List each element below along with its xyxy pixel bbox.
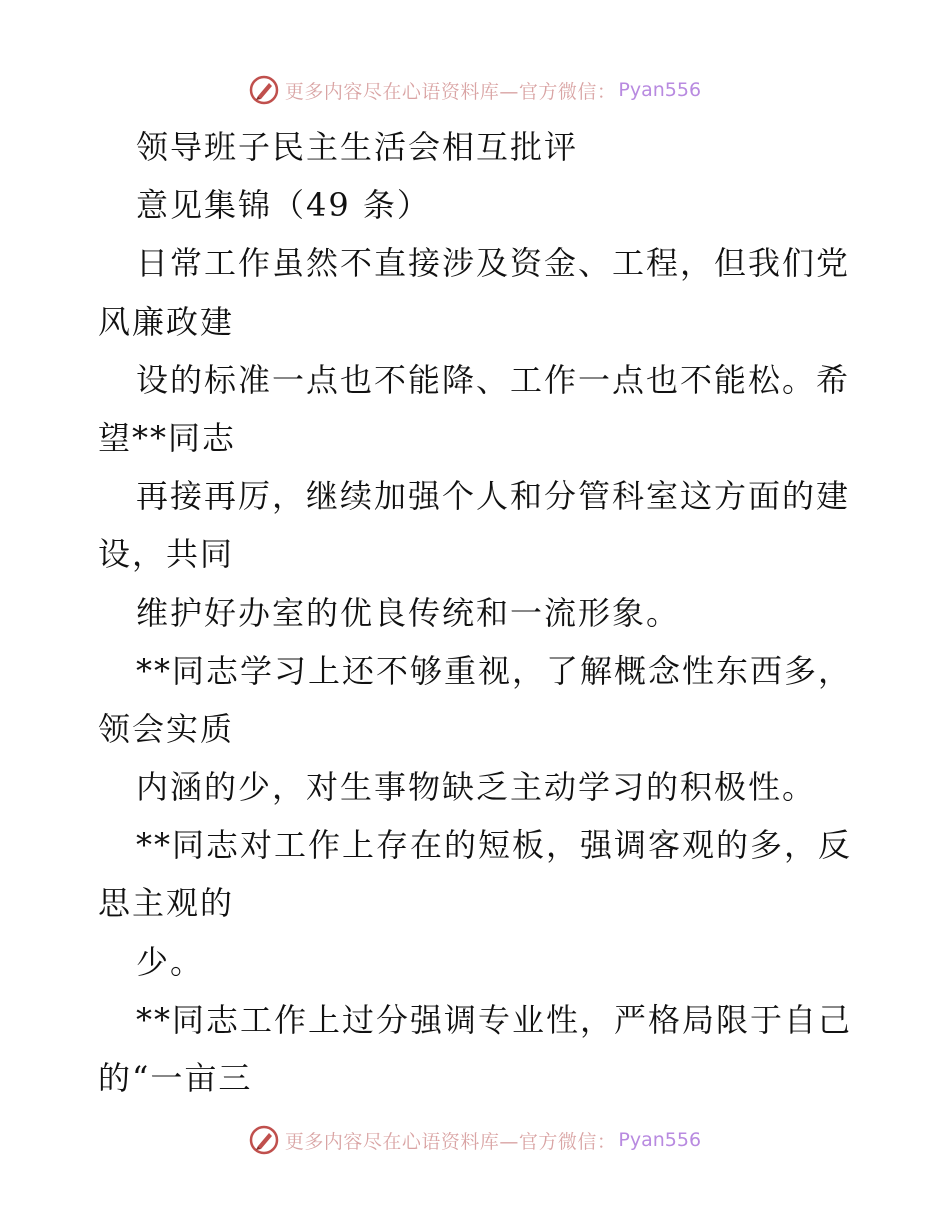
watermark-wechat-id: Pyan556 [618, 79, 702, 101]
text-line: 再接再厉，继续加强个人和分管科室这方面的建 [136, 477, 851, 516]
text-line: 内涵的少，对生事物缺乏主动学习的积极性。 [136, 768, 817, 807]
text-line: 设的标准一点也不能降、工作一点也不能松。希 [136, 360, 851, 399]
text-line: 日常工作虽然不直接涉及资金、工程，但我们党 [136, 244, 851, 283]
text-line: 风廉政建 [98, 302, 235, 341]
text-line: **同志学习上还不够重视，了解概念性东西多， [136, 651, 853, 690]
text-line: 意见集锦（49 条） [136, 186, 431, 225]
pen-logo-icon [249, 1125, 279, 1155]
watermark-text: 更多内容尽在心语资料库—官方微信： [284, 80, 617, 103]
text-line: 维护好办室的优良传统和一流形象。 [136, 593, 681, 632]
text-line: **同志工作上过分强调专业性，严格局限于自己 [136, 1000, 853, 1039]
text-line: 的“一亩三 [98, 1059, 253, 1097]
text-line: **同志对工作上存在的短板，强调客观的多，反 [136, 826, 853, 865]
text-line: 望**同志 [98, 418, 237, 457]
watermark-text: 更多内容尽在心语资料库—官方微信： [284, 1130, 617, 1153]
footer-watermark [0, 1120, 950, 1160]
text-line: 思主观的 [98, 884, 235, 923]
text-line: 设，共同 [98, 535, 235, 574]
pen-logo-icon [249, 75, 279, 105]
text-line: 领导班子民主生活会相互批评 [136, 128, 579, 166]
text-line: 领会实质 [98, 709, 235, 748]
document-body [98, 118, 858, 1107]
watermark-wechat-id: Pyan556 [618, 1129, 702, 1151]
text-line: 少。 [136, 942, 205, 981]
header-watermark [0, 70, 950, 110]
